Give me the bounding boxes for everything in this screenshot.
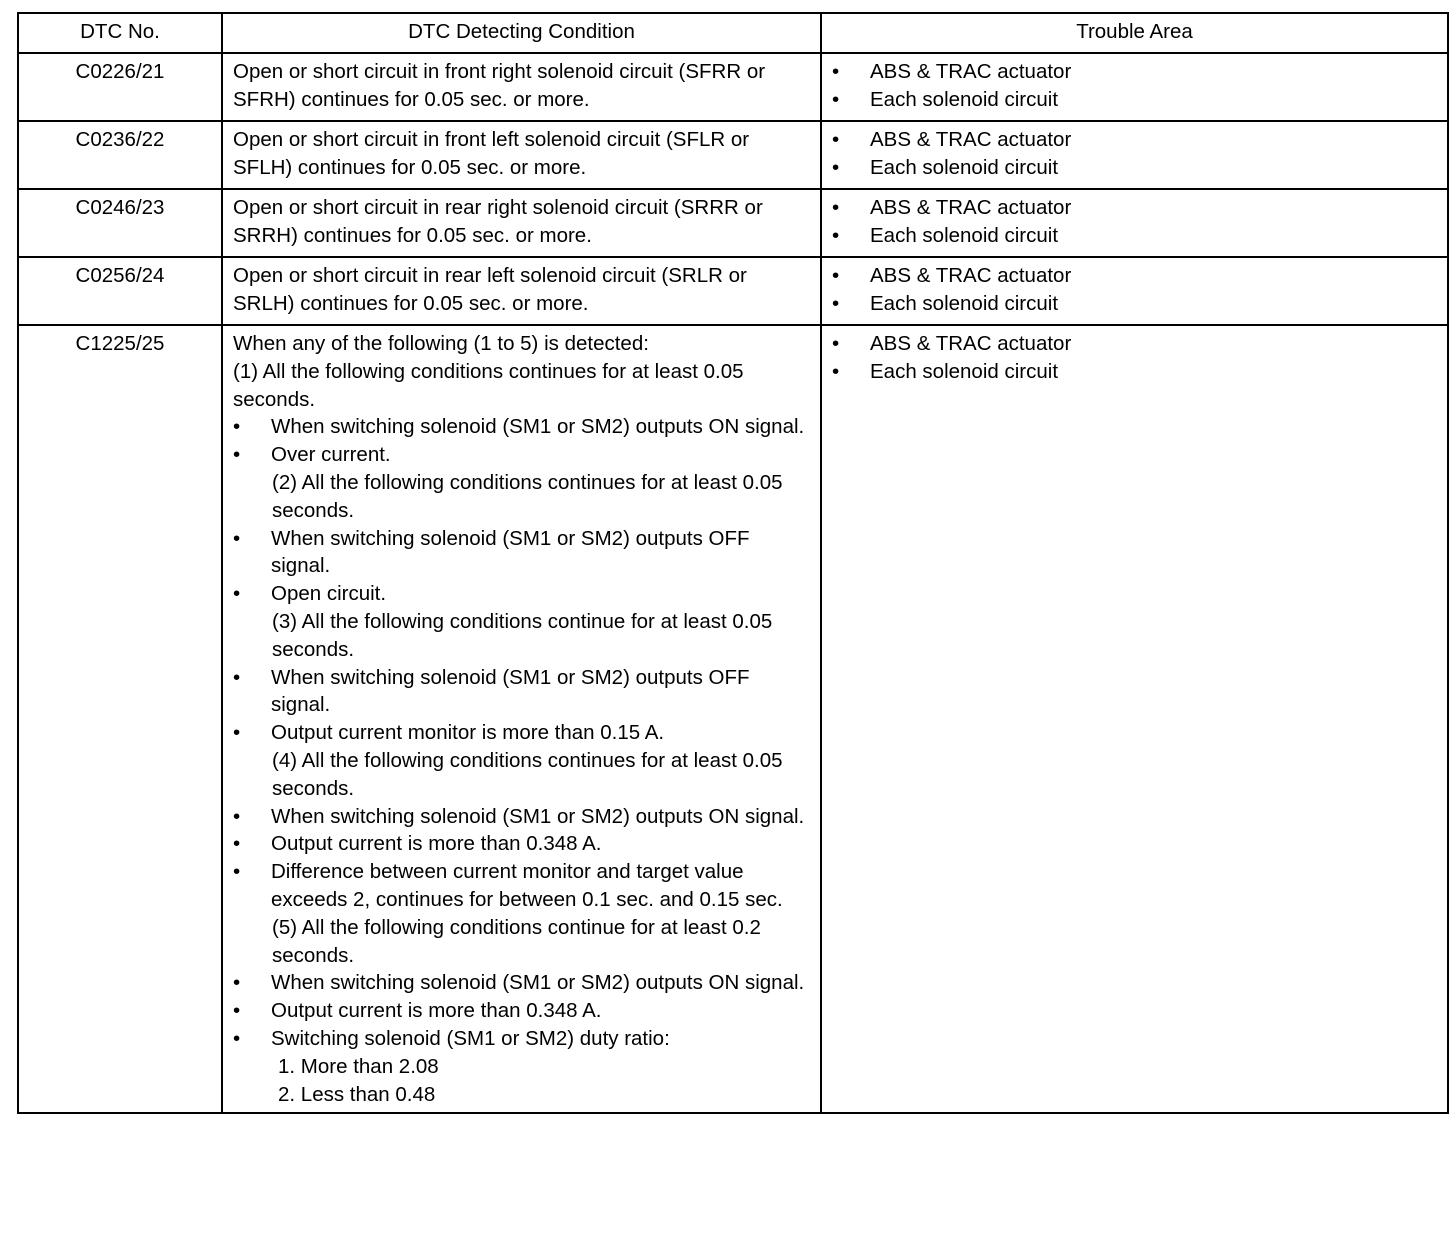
condition-bullet: • Output current monitor is more than 0.15 A. (233, 719, 810, 747)
condition-bullet: • When switching solenoid (SM1 or SM2) outputs OFF signal. (233, 525, 810, 581)
condition-bullet: • When switching solenoid (SM1 or SM2) outputs ON signal. (233, 969, 810, 997)
trouble-area-item: • Each solenoid circuit (832, 86, 1437, 114)
condition-bullet: • When switching solenoid (SM1 or SM2) outputs OFF signal. (233, 664, 810, 720)
header-dtc-no: DTC No. (18, 13, 222, 53)
dtc-table (17, 12, 1449, 1114)
condition-heading-4: (4) All the following conditions continues for at least 0.05 seconds. (272, 748, 783, 800)
condition-heading-2: (2) All the following conditions continues for at least 0.05 seconds. (272, 470, 783, 522)
duty-ratio-item: 1. More than 2.08 (278, 1054, 439, 1078)
condition-bullet: • Difference between current monitor and target value exceeds 2, continues for between 0.1 sec. and 0.15 sec. (233, 858, 810, 914)
condition-bullet: • When switching solenoid (SM1 or SM2) outputs ON signal. (233, 803, 810, 831)
trouble-area-item: • Each solenoid circuit (832, 222, 1437, 250)
table-row-c1225 (18, 325, 1448, 1113)
table-row (18, 121, 1448, 189)
duty-ratio-item: 2. Less than 0.48 (278, 1082, 436, 1106)
dtc-code: C0246/23 (18, 189, 222, 257)
condition-bullet: • Output current is more than 0.348 A. (233, 997, 810, 1025)
condition-heading-1: (1) All the following conditions continues for at least 0.05 seconds. (233, 359, 744, 411)
trouble-area-item: • Each solenoid circuit (832, 358, 1437, 386)
trouble-area-item: • ABS & TRAC actuator (832, 126, 1437, 154)
detecting-condition: Open or short circuit in front left solenoid circuit (SFLR or SFLH) continues for 0.05 sec. or more. (222, 121, 821, 189)
condition-intro: When any of the following (1 to 5) is detected: (233, 332, 649, 355)
detecting-condition: Open or short circuit in rear right solenoid circuit (SRRR or SRRH) continues for 0.05 sec. or more. (222, 189, 821, 257)
header-trouble-area: Trouble Area (821, 13, 1448, 53)
trouble-area (821, 121, 1448, 189)
trouble-area (821, 325, 1448, 1113)
condition-heading-3: (3) All the following conditions continue for at least 0.05 seconds. (272, 609, 773, 661)
detecting-condition: Open or short circuit in rear left solenoid circuit (SRLR or SRLH) continues for 0.05 sec. or more. (222, 257, 821, 325)
table-row (18, 189, 1448, 257)
dtc-code: C0256/24 (18, 257, 222, 325)
trouble-area-item: • ABS & TRAC actuator (832, 330, 1437, 358)
dtc-code: C1225/25 (18, 325, 222, 1113)
trouble-area (821, 189, 1448, 257)
trouble-area (821, 53, 1448, 121)
trouble-area (821, 257, 1448, 325)
condition-heading-5: (5) All the following conditions continue for at least 0.2 seconds. (272, 915, 761, 967)
header-detecting-condition: DTC Detecting Condition (222, 13, 821, 53)
detecting-condition: Open or short circuit in front right solenoid circuit (SFRR or SFRH) continues for 0.05 sec. or more. (222, 53, 821, 121)
dtc-code: C0226/21 (18, 53, 222, 121)
trouble-area-item: • ABS & TRAC actuator (832, 262, 1437, 290)
header-row (18, 13, 1448, 53)
trouble-area-item: • ABS & TRAC actuator (832, 58, 1437, 86)
table-row (18, 53, 1448, 121)
dtc-code: C0236/22 (18, 121, 222, 189)
condition-bullet: • Output current is more than 0.348 A. (233, 830, 810, 858)
detecting-condition (222, 325, 821, 1113)
trouble-area-item: • ABS & TRAC actuator (832, 194, 1437, 222)
condition-bullet: • Switching solenoid (SM1 or SM2) duty ratio: (233, 1025, 810, 1053)
condition-bullet: • Over current. (233, 441, 810, 469)
trouble-area-item: • Each solenoid circuit (832, 154, 1437, 182)
condition-bullet: • Open circuit. (233, 580, 810, 608)
condition-bullet: • When switching solenoid (SM1 or SM2) outputs ON signal. (233, 413, 810, 441)
table-row (18, 257, 1448, 325)
trouble-area-item: • Each solenoid circuit (832, 290, 1437, 318)
